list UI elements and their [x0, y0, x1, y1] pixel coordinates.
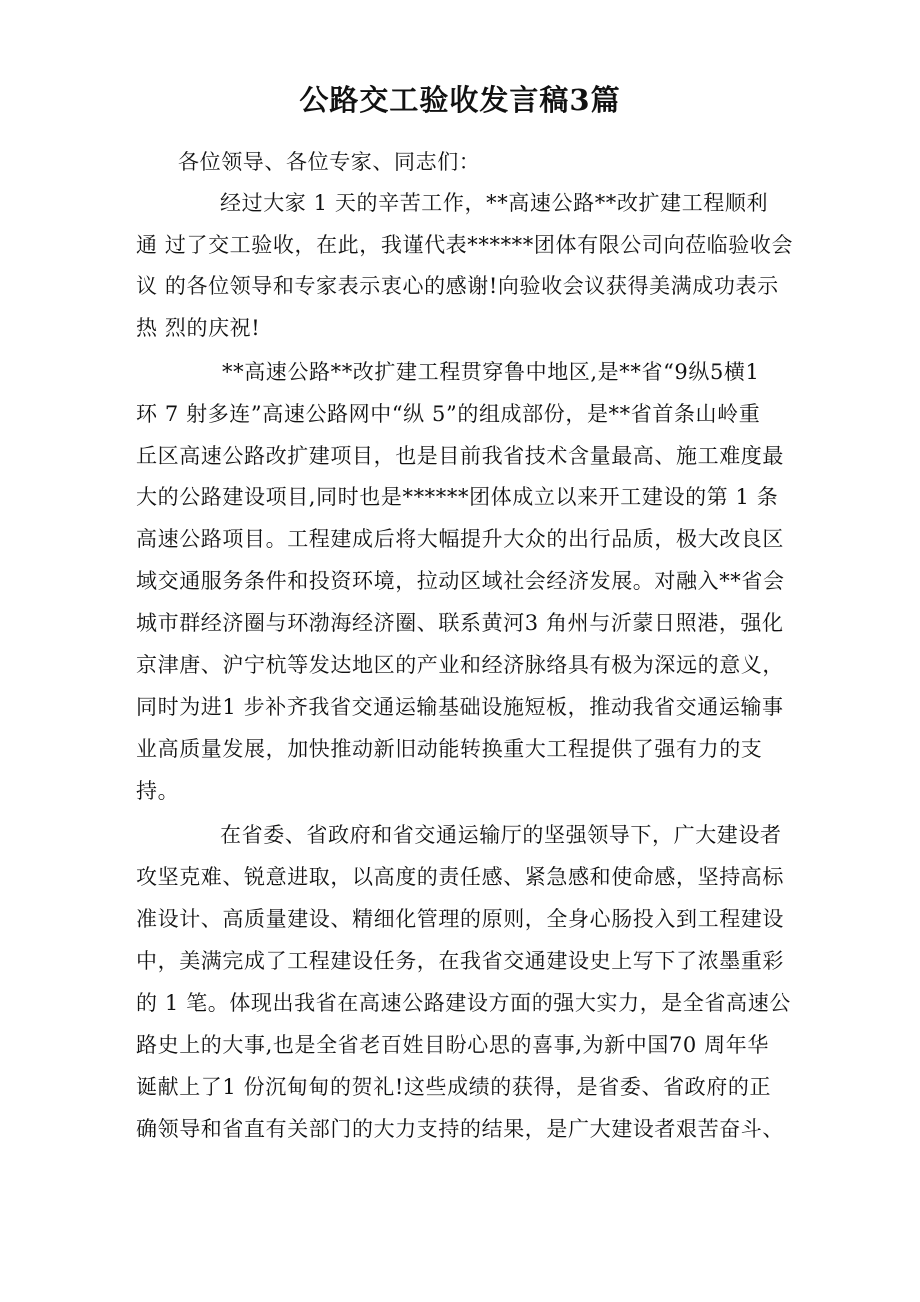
paragraph-2-line-2: 环 7 射多连”高速公路网中“纵 5”的组成部份，是**省首条山岭重	[136, 402, 761, 426]
paragraph-1-line-4: 热 烈的庆祝!	[136, 316, 261, 340]
paragraph-3-line-3: 准设计、高质量建设、精细化管理的原则，全身心肠投入到工程建设	[136, 907, 784, 931]
paragraph-1-line-1: 经过大家 1 天的辛苦工作，**高速公路**改扩建工程顺利	[220, 191, 769, 215]
paragraph-2-line-6: 域交通服务条件和投资环境，拉动区域社会经济发展。对融入**省会	[136, 569, 785, 593]
paragraph-3-line-4: 中，美满完成了工程建设任务，在我省交通建设史上写下了浓墨重彩	[136, 949, 784, 973]
paragraph-2-line-8: 京津唐、沪宁杭等发达地区的产业和经济脉络具有极为深远的意义，	[136, 653, 784, 677]
paragraph-3-line-2: 攻坚克难、锐意进取，以高度的责任感、紧急感和使命感，坚持高标	[136, 865, 784, 889]
paragraph-2-line-9: 同时为进1 步补齐我省交通运输基础设施短板，推动我省交通运输事	[136, 695, 784, 719]
paragraph-3-line-5: 的 1 笔。体现出我省在高速公路建设方面的强大实力，是全省高速公	[136, 991, 791, 1015]
document-title: 公路交工验收发言稿3篇	[299, 83, 621, 117]
paragraph-3-line-1: 在省委、省政府和省交通运输厅的坚强领导下，广大建设者	[220, 823, 782, 847]
paragraph-3-line-6: 路史上的大事,也是全省老百姓目盼心思的喜事,为新中国70 周年华	[136, 1033, 769, 1057]
paragraph-3-line-8: 确领导和省直有关部门的大力支持的结果，是广大建设者艰苦奋斗、	[136, 1117, 784, 1141]
paragraph-2-line-5: 高速公路项目。工程建成后将大幅提升大众的出行品质，极大改良区	[136, 527, 784, 551]
paragraph-2-line-10: 业高质量发展，加快推动新旧动能转换重大工程提供了强有力的支	[136, 737, 763, 761]
paragraph-2-line-7: 城市群经济圈与环渤海经济圈、联系黄河3 角州与沂蒙日照港，强化	[136, 611, 784, 635]
paragraph-3-line-7: 诞献上了1 份沉甸甸的贺礼!这些成绩的获得，是省委、省政府的正	[136, 1075, 772, 1099]
paragraph-2-line-3: 丘区高速公路改扩建项目，也是目前我省技术含量最高、施工难度最	[136, 444, 784, 468]
paragraph-2-line-4: 大的公路建设项目,同时也是******团体成立以来开工建设的第 1 条	[136, 485, 779, 509]
paragraph-2-line-11: 持。	[136, 779, 180, 803]
paragraph-1-line-3: 议 的各位领导和专家表示衷心的感谢!向验收会议获得美满成功表示	[136, 274, 779, 298]
salutation: 各位领导、各位专家、同志们：	[178, 150, 481, 174]
paragraph-1-line-2: 通 过了交工验收，在此，我谨代表******团体有限公司向莅临验收会	[136, 233, 794, 257]
paragraph-2-line-1: **高速公路**改扩建工程贯穿鲁中地区,是**省“9纵5横1	[222, 360, 760, 384]
